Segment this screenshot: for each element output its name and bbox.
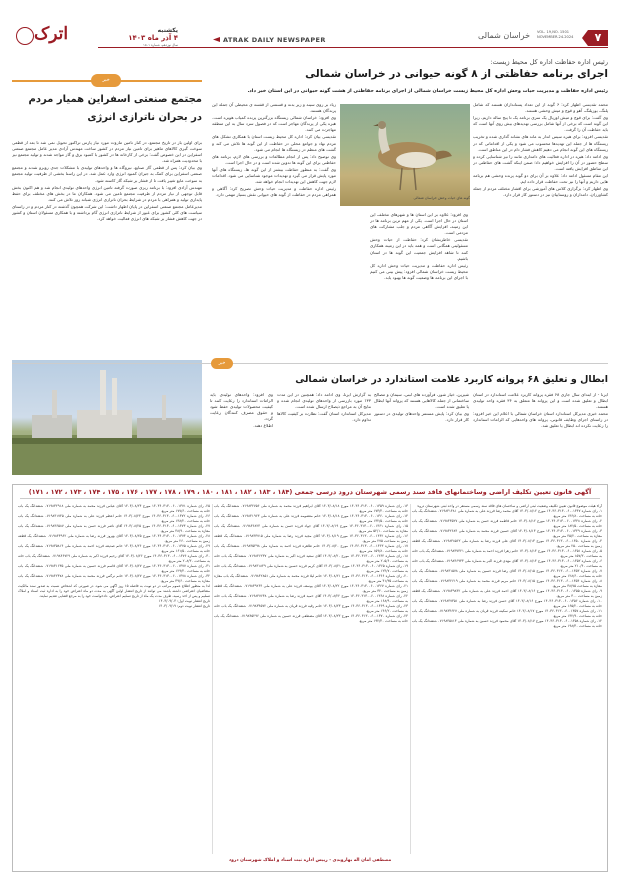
main-article-title: اجرای برنامه حفاظتی از ۸ گونه حیوانی در خراسان شمالی	[305, 68, 608, 80]
notice-entry: ۱۱- رای شماره ۱۴۰۳۶۰۳۱۳۰۰۶۰۰۱۳۵۷ مورخ ۱۴۰۳/۰۸/۱۷ خانم سکینه فرزند قربان به شماره ملی ۰۷۱۹۸۳۴۶۲۷ ششدانگ یک باب خانه به مساحت ۱۴۲/۹۰ متر مربع.	[412, 609, 602, 618]
paragraph: وی بیان کرد: پایش مستمر واحدهای تولیدی در دستور کار قرار دارد.	[374, 411, 469, 423]
notice-entry: ۲۴- رای شماره ۱۴۰۳۶۰۳۱۳۰۰۶۰۰۱۳۷۰ مورخ ۱۴۰۳/۰۸/۲۳ آقای مصطفی فرزند حسین به شماره ملی ۰۷۱۹۸۴۵۲۹۶ ششدانگ یک باب خانه به مساحت ۱۹۲/۴۰ متر مربع.	[214, 614, 408, 623]
daily-name: ATRAK DAILY NEWSPAPER	[213, 36, 393, 44]
legal-notice-rule	[20, 498, 600, 499]
notice-entry: ۱۹- رای شماره ۱۴۰۳۶۰۳۱۳۰۰۶۰۰۱۳۶۵ مورخ ۱۴۰۳/۰۸/۲۱ آقای کریم فرزند حسین به شماره ملی ۰۷۱۹۸۳۱۸۴۹ ششدانگ یک باب خانه به مساحت ۱۲۴/۷۰ متر مربع.	[214, 564, 408, 573]
paragraph: وی بیان کرد: پس از قطعی گاز صنایع، نیروگاه ها و واحدهای تولیدی با مشکلات جدی روبرو شدند و مجتمع صنعتی اسفراین برای کمک به جبران کمبود انرژی وارد عمل شد. در این راستا بخشی از ظرفیت تولید مجتمع به سوخت مایع تغییر یافت تا از فشار بر شبکه گاز کاسته شود.	[12, 165, 202, 183]
paragraph: تقدیسی افزود: برای هبره سیس اندار به ماند های نشانه گذاری شده و تخریب زیستگاه ها از جمله این تهدیدها محسوب می شود و یکی از اقداماتی که در زیستگاه های این گونه انجام می دهیم کاهش فشار دام در این مناطق است.	[473, 134, 608, 152]
left-article-subtitle: در بحران ناترازی انرژی	[87, 112, 202, 123]
newspaper-logo	[12, 24, 94, 50]
paragraph: مدیرکل استاندارد استان گفت: نظارت بر کیفیت کالاها تداوم دارد.	[277, 411, 371, 423]
notice-entry: ۶- رای شماره ۱۴۰۳۶۰۳۱۳۰۰۶۰۰۱۳۵۲ مورخ ۱۴۰۳/۰۸/۱۴ آقای مهدی فرزند اکبر به شماره ملی ۰۷۱۹۸۴۶۹۳۳ ششدانگ یک باب خانه به مساحت ۲۱۰/۴۰ متر مربع.	[412, 559, 602, 568]
notice-entry: ۲۷- رای شماره ۱۴۰۳۶۰۳۱۳۰۰۶۰۰۱۳۷۳ مورخ ۱۴۰۳/۰۸/۲۵ آقای ناصر فرزند حسن به شماره ملی ۰۷۱۹۸۳۶۵۸۷ ششدانگ یک باب مغازه به مساحت ۴۸/۹۰ متر مربع.	[18, 524, 210, 533]
notice-entry: ۱۷- رای شماره ۱۴۰۳۶۰۳۱۳۰۰۶۰۰۱۳۶۳ مورخ ۱۴۰۳/۰۸/۲۰ خانم طاهره فرزند احمد به شماره ملی ۰۷۱۹۸۳۵۴۹۸ ششدانگ یک باب خانه به مساحت ۱۵۹/۸۰ متر مربع.	[214, 544, 408, 553]
header-divider	[98, 47, 608, 48]
section-divider	[12, 363, 608, 364]
notice-entry: ۱۰- رای شماره ۱۴۰۳۶۰۳۱۳۰۰۶۰۰۱۳۵۶ مورخ ۱۴۰۳/۰۸/۱۶ آقای حسن فرزند رضا به شماره ملی ۰۷۱۹۸۴۷۳۵۱ ششدانگ یک باب خانه به مساحت ۱۶۵/۲۰ متر مربع.	[412, 599, 602, 608]
logo-seal-icon	[16, 27, 34, 45]
paragraph: تقدیسی بیان کرد: اداره کل محیط زیست استان با همکاری تشکل های مردم نهاد و جوامع محلی در حفاظت از این گونه ها تلاش می کند و گشت های منظم در زیستگاه ها انجام می شود.	[212, 134, 336, 152]
license-article-column	[473, 392, 608, 472]
column-divider	[410, 504, 411, 854]
left-article-title: مجتمع صنعتی اسفراین همیار مردم	[28, 94, 202, 105]
paragraph: محمد تقدیسی اظهار کرد: ۶ گونه از این تعداد پستانداران هستند که شامل پلنگ، یوزپلنگ، آهو و قوچ و میش وحشی هستند.	[473, 102, 608, 114]
notice-entry: ۱۵- رای شماره ۱۴۰۳۶۰۳۱۳۰۰۶۰۰۱۳۶۱ مورخ ۱۴۰۳/۰۸/۱۹ آقای جواد فرزند حسن به شماره ملی ۰۷۱۹۸۳۶۸۲۴ ششدانگ یک باب مغازه به مساحت ۵۲/۱۰ متر مربع.	[214, 524, 408, 533]
paragraph: به گزارش ایرنا، وی ادامه داد: همچنین در این مدت ۱۳۳ مورد بازرسی از واحدهای تولیدی انجام شده و نتایج آن به مراجع ذیصلاح ارسال شده است.	[277, 392, 371, 410]
notice-entry: ۲۸- رای شماره ۱۴۰۳۶۰۳۱۳۰۰۶۰۰۱۳۷۴ مورخ ۱۴۰۳/۰۸/۲۵ آقای بهروز فرزند رضا به شماره ملی ۰۷۱۹۸۴۳۹۶۲ ششدانگ یک قطعه زمین به مساحت ۲۶۰ متر مربع.	[18, 534, 210, 543]
logo-text: اترک	[34, 24, 69, 44]
bustard-photo	[340, 104, 470, 206]
notice-entry: ۲۱- رای شماره ۱۴۰۳۶۰۳۱۳۰۰۶۰۰۱۳۶۷ مورخ ۱۴۰۳/۰۸/۲۲ آقای یوسف فرزند علی به شماره ملی ۰۷۱۹۸۳۹۲۶۴ ششدانگ یک قطعه زمین به مساحت ۳۲۰ متر مربع.	[214, 584, 408, 593]
volume-line: VOL. 19,NO. 1501	[537, 30, 570, 34]
license-article-title: ابطال و تعلیق ۶۸ پروانه کاربرد علامت استاندارد در خراسان شمالی	[295, 374, 608, 385]
photo-caption: گونه های حیات وحش خراسان شمالی	[413, 196, 470, 200]
section-name: خراسان شمالی	[478, 31, 531, 40]
notice-entry: ۲۰- رای شماره ۱۴۰۳۶۰۳۱۳۰۰۶۰۰۱۳۶۶ مورخ ۱۴۰۳/۰۸/۲۱ خانم لیلا فرزند محمد به شماره ملی ۰۷۱۹۸۴۲۸۵۱ ششدانگ یک باب مغازه به مساحت ۴۱/۳۵ متر مربع.	[214, 574, 408, 583]
weekday: یکشنبه	[157, 27, 178, 34]
notice-entry: ۱- رای شماره ۱۴۰۳۶۰۳۱۳۰۰۶۰۰۱۳۴۷ مورخ ۱۴۰۳/۰۸/۱۲ آقای محمد رضا فرزند علی به شماره ملی ۰۷۱۹۸۴۱۴۸۱ ششدانگ یک باب خانه به مساحت ۱۳۶/۸۰ متر مربع.	[412, 509, 602, 518]
paragraph: وی افزود: واحدهای تولیدی باید الزامات استاندارد را رعایت کنند تا کیفیت محصولات تولیدی حفظ شود و حقوق مصرف کنندگان رعایت گردد.	[210, 392, 273, 422]
issue-date: ۴ آذر ماه ۱۴۰۳	[128, 34, 178, 42]
paragraph: شیرین، خیار شور، فرآورده های لبنی، سیمان و مصالح ساختمانی از جمله کالاهایی هستند که پروانه آنها ابطال یا تعلیق شده است.	[374, 392, 469, 410]
issue-number: سال نوزدهم، شماره ۱۵۰۱	[143, 43, 178, 47]
paragraph: اطلاع دهند.	[253, 423, 273, 429]
notice-entry: ۱۸- رای شماره ۱۴۰۳۶۰۳۱۳۰۰۶۰۰۱۳۶۴ مورخ ۱۴۰۳/۰۸/۲۰ آقای سعید فرزند اکبر به شماره ملی ۰۷۱۹۸۴۶۲۳۷ ششدانگ یک باب خانه به مساحت ۲۰۵/۶۰ متر مربع.	[214, 554, 408, 563]
license-article-column	[277, 392, 371, 472]
paragraph: رئیس اداره حفاظت و مدیریت حیات وحش تصریح کرد: آگاهی و همراهی مردم در حفاظت از گونه های حیوانی نقش بسیار مهمی دارد.	[212, 186, 336, 198]
legal-notice-title: آگهی قانون تعیین تکلیف اراضی وساختمانهای فاقد سند رسمی شهرستان درود درسی جمعی (۱۸۴ ، ۱۸۳ ، ۱۸۲ ، ۱۸۱ ، ۱۸۰ ، ۱۷۹ ، ۱۷۸ ، ۱۷۷ ، ۱۷۶ ، ۱۷۵ ، ۱۷۴ ، ۱۷۳ ، ۱۷۲ ، ۱۷۱)	[28, 488, 592, 496]
license-article-column	[374, 392, 469, 472]
bird-illustration-icon	[340, 104, 470, 206]
date-box	[98, 27, 178, 47]
legal-notice-column	[412, 504, 602, 856]
paragraph: این مقام مسئول ادامه داد: علاوه بر آن برای دو گونه پرنده وحشی هم برنامه هایی داریم و آنها را نیز تحت حفاظت قرار داده ایم.	[473, 173, 608, 185]
main-article-column	[473, 102, 608, 307]
factory-illustration-icon	[12, 360, 202, 475]
notice-entry: لذا به منظور اطلاع عموم مراتب در دو نوبت به فاصله ۱۵ روز آگهی می شود. در صورتی که اشخاص نسبت به صدور سند مالکیت متقاضیان اعتراضی داشته باشند می توانند از تاریخ انتشار اولین آگهی به مدت دو ماه اعتراض خود را به اداره ثبت اسناد و املاک تسلیم و پس از اخذ رسید، ظرف مدت یک ماه از تاریخ تسلیم اعتراض، دادخواست خود را به مرجع قضایی تقدیم نمایند.	[18, 584, 210, 598]
legal-notice-signature: مصطفی امان اله بهاروندی - رییس اداره ثبت اسناد و املاک شهرستان درود	[228, 858, 392, 863]
notice-entry: ۱۴- رای شماره ۱۴۰۳۶۰۳۱۳۰۰۶۰۰۱۳۶۰ مورخ ۱۴۰۳/۰۸/۱۸ خانم معصومه فرزند علی به شماره ملی ۰۷۱۹۸۴۱۹۶۳ ششدانگ یک باب خانه به مساحت ۱۳۲/۵۰ متر مربع.	[214, 514, 408, 523]
legal-notice-column	[214, 504, 408, 856]
notice-entry: ۱۳- رای شماره ۱۴۰۳۶۰۳۱۳۰۰۶۰۰۱۳۵۹ مورخ ۱۴۰۳/۰۸/۱۸ آقای ابراهیم فرزند محمد به شماره ملی ۰۷۱۹۸۳۲۷۵۶ ششدانگ یک باب خانه به مساحت ۱۷۳/۴۰ متر مربع.	[214, 504, 408, 513]
notice-entry: ۲۶- رای شماره ۱۴۰۳۶۰۳۱۳۰۰۶۰۰۱۳۷۲ مورخ ۱۴۰۳/۰۸/۲۴ خانم اعظم فرزند علی به شماره ملی ۰۷۱۹۸۴۱۷۴۵ ششدانگ یک باب خانه به مساحت ۱۳۸/۲۰ متر مربع.	[18, 514, 210, 523]
paragraph: تقدیسی خاطرنشان کرد: حفاظت از حیات وحش مسئولیتی همگانی است و همه باید در این زمینه همکاری کنند تا شاهد افزایش جمعیت این گونه ها در استان باشیم.	[370, 237, 468, 261]
notice-entry: ۸- رای شماره ۱۴۰۳۶۰۳۱۳۰۰۶۰۰۱۳۵۴ مورخ ۱۴۰۳/۰۸/۱۵ خانم مریم فرزند محمد به شماره ملی ۰۷۱۹۸۴۲۶۱۹ ششدانگ یک باب مغازه به مساحت ۳۸/۷۵ متر مربع.	[412, 579, 602, 588]
news-badge: خبر	[211, 358, 233, 369]
notice-entry: ۲۹- رای شماره ۱۴۰۳۶۰۳۱۳۰۰۶۰۰۱۳۷۵ مورخ ۱۴۰۳/۰۸/۲۶ خانم صدیقه فرزند احمد به شماره ملی ۰۷۱۹۸۳۵۸۱۴ ششدانگ یک باب خانه به مساحت ۱۶۱/۵۰ متر مربع.	[18, 544, 210, 553]
notice-entry: آراء هیئت موضوع قانون تعیین تکلیف وضعیت ثبتی اراضی و ساختمان های فاقد سند رسمی مستقر در واحد ثبتی شهرستان درود:	[416, 504, 602, 508]
page-number: ۷	[588, 30, 608, 46]
notice-entry: ۷- رای شماره ۱۴۰۳۶۰۳۱۳۰۰۶۰۰۱۳۵۳ مورخ ۱۴۰۳/۰۸/۱۵ آقای رضا فرزند حسین به شماره ملی ۰۷۱۹۸۳۱۵۷۸ ششدانگ یک باب خانه به مساحت ۱۲۸/۶۰ متر مربع.	[412, 569, 602, 578]
notice-entry: ۳۱- رای شماره ۱۴۰۳۶۰۳۱۳۰۰۶۰۰۱۳۷۷ مورخ ۱۴۰۳/۰۸/۲۷ آقای قاسم فرزند حسین به شماره ملی ۰۷۱۹۸۳۱۶۳۵ ششدانگ یک باب خانه به مساحت ۱۲۹/۴۰ متر مربع.	[18, 564, 210, 573]
paragraph: وی توضیح داد: پس از انجام مطالعات و بررسی های لازم، برنامه های حفاظتی برای این گونه ها تدوین شده است و در حال اجرا است.	[212, 153, 336, 165]
notice-entry: تاریخ انتشار نوبت اول: ۱۴۰۳/۰۹/۰۴	[158, 599, 210, 603]
paragraph: ایرنا - از ابتدای سال جاری ۶۸ فقره پروانه کاربرد علامت استاندارد در استان ابطال و تعلیق شده است و این پروانه ها متعلق به ۳۶ فقره واحد تولیدی هستند.	[473, 392, 608, 410]
industrial-complex-photo	[12, 360, 202, 475]
notice-entry: ۹- رای شماره ۱۴۰۳۶۰۳۱۳۰۰۶۰۰۱۳۵۵ مورخ ۱۴۰۳/۰۸/۱۶ آقای احمد فرزند علی به شماره ملی ۰۷۱۹۸۳۹۸۴۲ ششدانگ یک قطعه زمین به مساحت ۳۰۰ متر مربع.	[412, 589, 602, 598]
paragraph: وی اظهار کرد: برگزاری کلاس های آموزشی برای اقشار مختلف مردم از جمله کشاورزان، دامداران و روستاییان نیز در دستور کار قرار دارد.	[473, 186, 608, 198]
paragraph: وی ادامه داد: هبره در اداره فعالیت های دامداری مانند را نیز شناسایی کرده و سطح حضور در آن را افزایش خواهیم داد؛ ضمن اینکه گشت های حفاظتی در این مناطق افزایش یافته است.	[473, 153, 608, 171]
notice-entry: ۲۵- رای شماره ۱۴۰۳۶۰۳۱۳۰۰۶۰۰۱۳۷۱ مورخ ۱۴۰۳/۰۸/۲۴ آقای عباس فرزند محمد به شماره ملی ۰۷۱۹۸۳۲۹۱۸ ششدانگ یک باب خانه به مساحت ۱۷۷/۶۰ متر مربع.	[18, 504, 210, 513]
notice-entry: ۴- رای شماره ۱۴۰۳۶۰۳۱۳۰۰۶۰۰۱۳۵۰ مورخ ۱۴۰۳/۰۸/۱۳ آقای علی فرزند رضا به شماره ملی ۰۷۱۹۸۴۸۵۶۲ ششدانگ یک قطعه زمین به مساحت ۲۵۰ متر مربع.	[412, 539, 602, 548]
paragraph: محمد خبری مدیرکل استاندارد استان خراسان شمالی با اعلام این خبر افزود: در راستای اجرای وظایف قانونی، پروانه های واحدهایی که الزامات استاندارد را رعایت نکرده اند ابطال یا تعلیق شد.	[473, 411, 608, 429]
paragraph: مدیرعامل مجتمع صنعتی اسفراین در پایان اظهار داشت: این شرکت همچون گذشته در کنار مردم و در راستای سیاست های کلی کشور برای عبور از شرایط ناترازی انرژی گام برداشته و با همکاری مسئولان استان و کشور در جهت کاهش فشار بر شبکه های انرژی فعالیت خواهد کرد.	[12, 203, 202, 222]
notice-entry: ۳- رای شماره ۱۴۰۳۶۰۳۱۳۰۰۶۰۰۱۳۴۹ مورخ ۱۴۰۳/۰۸/۱۳ آقای حسین فرزند محمد به شماره ملی ۰۷۱۹۸۳۲۶۸۴ ششدانگ یک باب مغازه به مساحت ۴۵/۲۰ متر مربع.	[412, 529, 602, 538]
date-line: NOVEMBER.24.2024	[537, 35, 574, 39]
notice-entry: ۳۲- رای شماره ۱۴۰۳۶۰۳۱۳۰۰۶۰۰۱۳۷۸ مورخ ۱۴۰۳/۰۸/۲۷ خانم نرگس فرزند محمد به شماره ملی ۰۷۱۹۸۴۲۴۷۸ ششدانگ یک باب مغازه به مساحت ۳۹/۶۰ متر مربع.	[18, 574, 210, 583]
left-article-body	[12, 140, 202, 355]
notice-entry: ۱۶- رای شماره ۱۴۰۳۶۰۳۱۳۰۰۶۰۰۱۳۶۲ مورخ ۱۴۰۳/۰۸/۱۹ آقای مجید فرزند رضا به شماره ملی ۰۷۱۹۸۴۳۷۱۵ ششدانگ یک قطعه زمین به مساحت ۲۷۵ متر مربع.	[214, 534, 408, 543]
news-badge: خبر	[91, 74, 121, 87]
volume-info	[537, 30, 587, 40]
notice-entry: ۳۰- رای شماره ۱۴۰۳۶۰۳۱۳۰۰۶۰۰۱۳۷۶ مورخ ۱۴۰۳/۰۸/۲۶ آقای رحیم فرزند اکبر به شماره ملی ۰۷۱۹۸۴۶۷۲۹ ششدانگ یک باب خانه به مساحت ۲۰۸/۳۰ متر مربع.	[18, 554, 210, 563]
main-article-column	[370, 212, 468, 357]
main-article-lead: رئیس اداره حفاظت و مدیریت حیات وحش اداره کل محیط زیست خراسان شمالی از اجرای برنامه حفاظتی از هشت گونه حیوانی در این استان خبر داد.	[247, 88, 608, 94]
notice-entry: ۲- رای شماره ۱۴۰۳۶۰۳۱۳۰۰۶۰۰۱۳۴۸ مورخ ۱۴۰۳/۰۸/۱۲ خانم فاطمه فرزند حسن به شماره ملی ۰۷۱۹۸۴۳۵۲۷ ششدانگ یک باب خانه به مساحت ۱۸۲/۵۰ متر مربع.	[412, 519, 602, 528]
notice-entry: ۲۳- رای شماره ۱۴۰۳۶۰۳۱۳۰۰۶۰۰۱۳۶۹ مورخ ۱۴۰۳/۰۸/۲۳ خانم رقیه فرزند قربان به شماره ملی ۰۷۱۹۸۳۴۵۷۲ ششدانگ یک باب خانه به مساحت ۱۴۶/۲۰ متر مربع.	[214, 604, 408, 613]
main-article-kicker: رئیس اداره حفاظت اداره کل محیط زیست:	[490, 58, 608, 66]
legal-notice-column	[18, 504, 210, 856]
notice-entry: ۱۲- رای شماره ۱۴۰۳۶۰۳۱۳۰۰۶۰۰۱۳۵۸ مورخ ۱۴۰۳/۰۸/۱۷ آقای محمود فرزند حسین به شماره ملی ۰۷۱۹۸۴۵۸۱۳ ششدانگ یک باب خانه به مساحت ۱۹۸/۳۰ متر مربع.	[412, 619, 602, 628]
paragraph: وی افزود: خراسان شمالی زیستگاه بزرگترین پرنده کمیاب هوبره است. هبره یکی از پرندگان مهاجر است که در فصول سرد سال به این منطقه مهاجرت می کنند.	[212, 115, 336, 133]
license-article-column	[210, 392, 273, 472]
paragraph: زیاد بر روی سینه و زیر بدنه و قسمتی از قفسه ی محیطی آن جمله این پرندگان هستند.	[212, 102, 336, 114]
notice-entry: ۵- رای شماره ۱۴۰۳۶۰۳۱۳۰۰۶۰۰۱۳۵۱ مورخ ۱۴۰۳/۰۸/۱۴ خانم زهرا فرزند احمد به شماره ملی ۰۷۱۹۸۳۷۴۲۱ ششدانگ یک باب خانه به مساحت ۱۵۷/۳۰ متر مربع.	[412, 549, 602, 558]
paragraph: وی گفت: برای قوچ و میش اوریال یک سری برنامه یک تا پنج ساله داریم، زیرا این گونه است که برخی از آنها شامل بررسی تهدیدهای بیش روی آنها است که باید حفاظت آن را گرفت.	[473, 115, 608, 133]
paragraph: وی افزود: علاوه بر این استان ها و شهرهای مختلف این استان در حال اجرا است. یکی از مهم ترین برنامه ها در این زمینه، افزایش آگاهی مردم و جلب مشارکت های مردمی است.	[370, 212, 468, 236]
main-article-column	[212, 102, 336, 357]
column-divider	[212, 504, 213, 854]
notice-entry: ۲۲- رای شماره ۱۴۰۳۶۰۳۱۳۰۰۶۰۰۱۳۶۸ مورخ ۱۴۰۳/۰۸/۲۲ آقای حمید فرزند رضا به شماره ملی ۰۷۱۹۸۴۷۶۳۸ ششدانگ یک باب خانه به مساحت ۱۶۸/۹۰ متر مربع.	[214, 594, 408, 603]
paragraph: مهندس آزادی افزود: با برنامه ریزی صورت گرفته تامین انرژی واحدهای تولیدی انجام شد و هم اکنون بخش قابل توجهی از نیاز مردم از ظرفیت مجتمع تامین می شود. همکاران ما در بخش های مختلف برای حفظ پایداری تولید و همراهی با مردم در شرایط بحران ناترازی انرژی شبانه روز تلاش می کنند.	[12, 184, 202, 202]
notice-entry: تاریخ انتشار نوبت دوم: ۱۴۰۳/۰۹/۱۹	[158, 604, 210, 608]
paragraph: رئیس اداره حفاظت و مدیریت حیات وحش اداره کل محیط زیست خراسان شمالی افزود: پیش بینی می کنیم با اجرای این برنامه ها وضعیت گونه ها بهبود یابد.	[370, 262, 468, 280]
paragraph: برای اولین بار در تاریخ مجتمع، در کنار تامین مازوت مورد نیاز پارس تراکتور تحویل نمی شد تا بعد از قطعی سوخت گیری کالاهای ماهیر برای تامین نیاز مردم در کشور ساخت مهندس آزادی مدیر عامل مجتمع صنعتی اسفراین در این خصوص گفت: برخی از کارخانه ها در کشور با کمبود برق و گاز مواجه شدند و تولید مجتمع نیز با محدودیت همراه شد.	[12, 140, 202, 164]
paragraph: وی گفت: به منظور حفاظت بیشتر از این گونه ها، زیستگاه های آنها مورد پایش قرار می گیرد و تهدیدات موجود شناسایی می شود. اقدامات لازم جهت کاهش این تهدیدات انجام خواهد شد.	[212, 166, 336, 185]
